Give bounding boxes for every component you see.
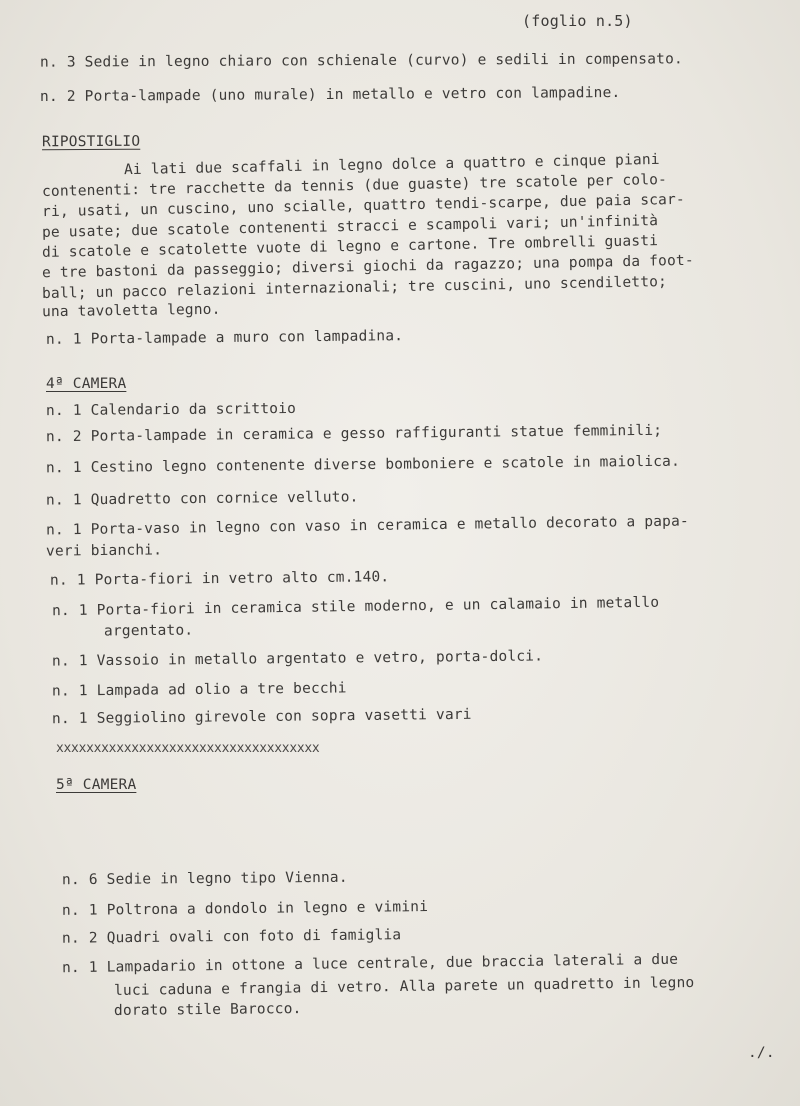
list-item: n. 2 Quadri ovali con foto di famiglia <box>61 927 402 947</box>
list-item: n. 1 Porta-fiori in vetro alto cm.140. <box>49 569 390 589</box>
section-heading-ripostiglio: RIPOSTIGLIO <box>41 133 141 151</box>
list-item: n. 1 Poltrona a dondolo in legno e vimini <box>61 899 429 919</box>
section-heading-camera-5: 5ª CAMERA <box>56 777 137 793</box>
list-item: n. 3 Sedie in legno chiaro con schienale (curvo) e sedili in compensato. <box>39 51 683 71</box>
list-item: n. 2 Porta-lampade in ceramica e gesso raffiguranti statue femminili; <box>45 422 663 446</box>
paragraph-line: Ai lati due scaffali in legno dolce a quattro e cinque piani <box>123 151 660 179</box>
list-item: n. 1 Lampada ad olio a tre becchi <box>51 680 347 700</box>
paragraph-line: e tre bastoni da passeggio; diversi giochi da ragazzo; una pompa da foot- <box>41 252 694 282</box>
list-item: n. 1 Vassoio in metallo argentato e vetro, porta-dolci. <box>51 648 544 670</box>
paragraph-line: ri, usati, un cuscino, uno scialle, quattro tendi-scarpe, due paia scar- <box>41 191 686 221</box>
list-item-continuation: luci caduna e frangia di vetro. Alla parete un quadretto in legno <box>113 974 695 1000</box>
paragraph-line: contenenti: tre racchette da tennis (due guaste) tre scatole per colo- <box>41 172 668 200</box>
paragraph-line: pe usate; due scatole contenenti stracci e scampoli vari; un'infinità <box>41 213 659 241</box>
list-item: n. 1 Porta-lampade a muro con lampadina. <box>45 328 404 348</box>
list-item: n. 1 Seggiolino girevole con sopra vasetti vari <box>51 706 472 728</box>
struck-through-line: xxxxxxxxxxxxxxxxxxxxxxxxxxxxxxxxxxx <box>56 741 320 756</box>
list-item: n. 1 Porta-vaso in legno con vaso in ceramica e metallo decorato a papa- <box>45 513 690 539</box>
paragraph-line: ball; un pacco relazioni internazionali; tre cuscini, uno scendiletto; <box>41 274 668 302</box>
page-header: (foglio n.5) <box>522 12 633 30</box>
list-item: n. 2 Porta-lampade (uno murale) in metallo e vetro con lampadine. <box>39 84 621 106</box>
list-item: n. 1 Cestino legno contenente diverse bomboniere e scatole in maiolica. <box>45 453 681 477</box>
section-heading-camera-4: 4ª CAMERA <box>46 376 127 392</box>
list-item: n. 6 Sedie in legno tipo Vienna. <box>61 869 348 889</box>
list-item-continuation: dorato stile Barocco. <box>113 1001 302 1019</box>
list-item-continuation: argentato. <box>103 622 194 640</box>
list-item: n. 1 Porta-fiori in ceramica stile moderno, e un calamaio in metallo <box>51 594 660 620</box>
list-item: n. 1 Lampadario in ottone a luce centrale, due braccia laterali a due <box>61 951 679 977</box>
list-item-continuation: veri bianchi. <box>45 542 163 560</box>
continuation-mark: ./. <box>748 1045 775 1061</box>
paragraph-line: una tavoletta legno. <box>41 301 221 321</box>
list-item: n. 1 Calendario da scrittoio <box>45 400 297 420</box>
paragraph-line: di scatole e scatolette vuote di legno e cartone. Tre ombrelli guasti <box>41 233 659 261</box>
list-item: n. 1 Quadretto con cornice velluto. <box>45 489 359 509</box>
